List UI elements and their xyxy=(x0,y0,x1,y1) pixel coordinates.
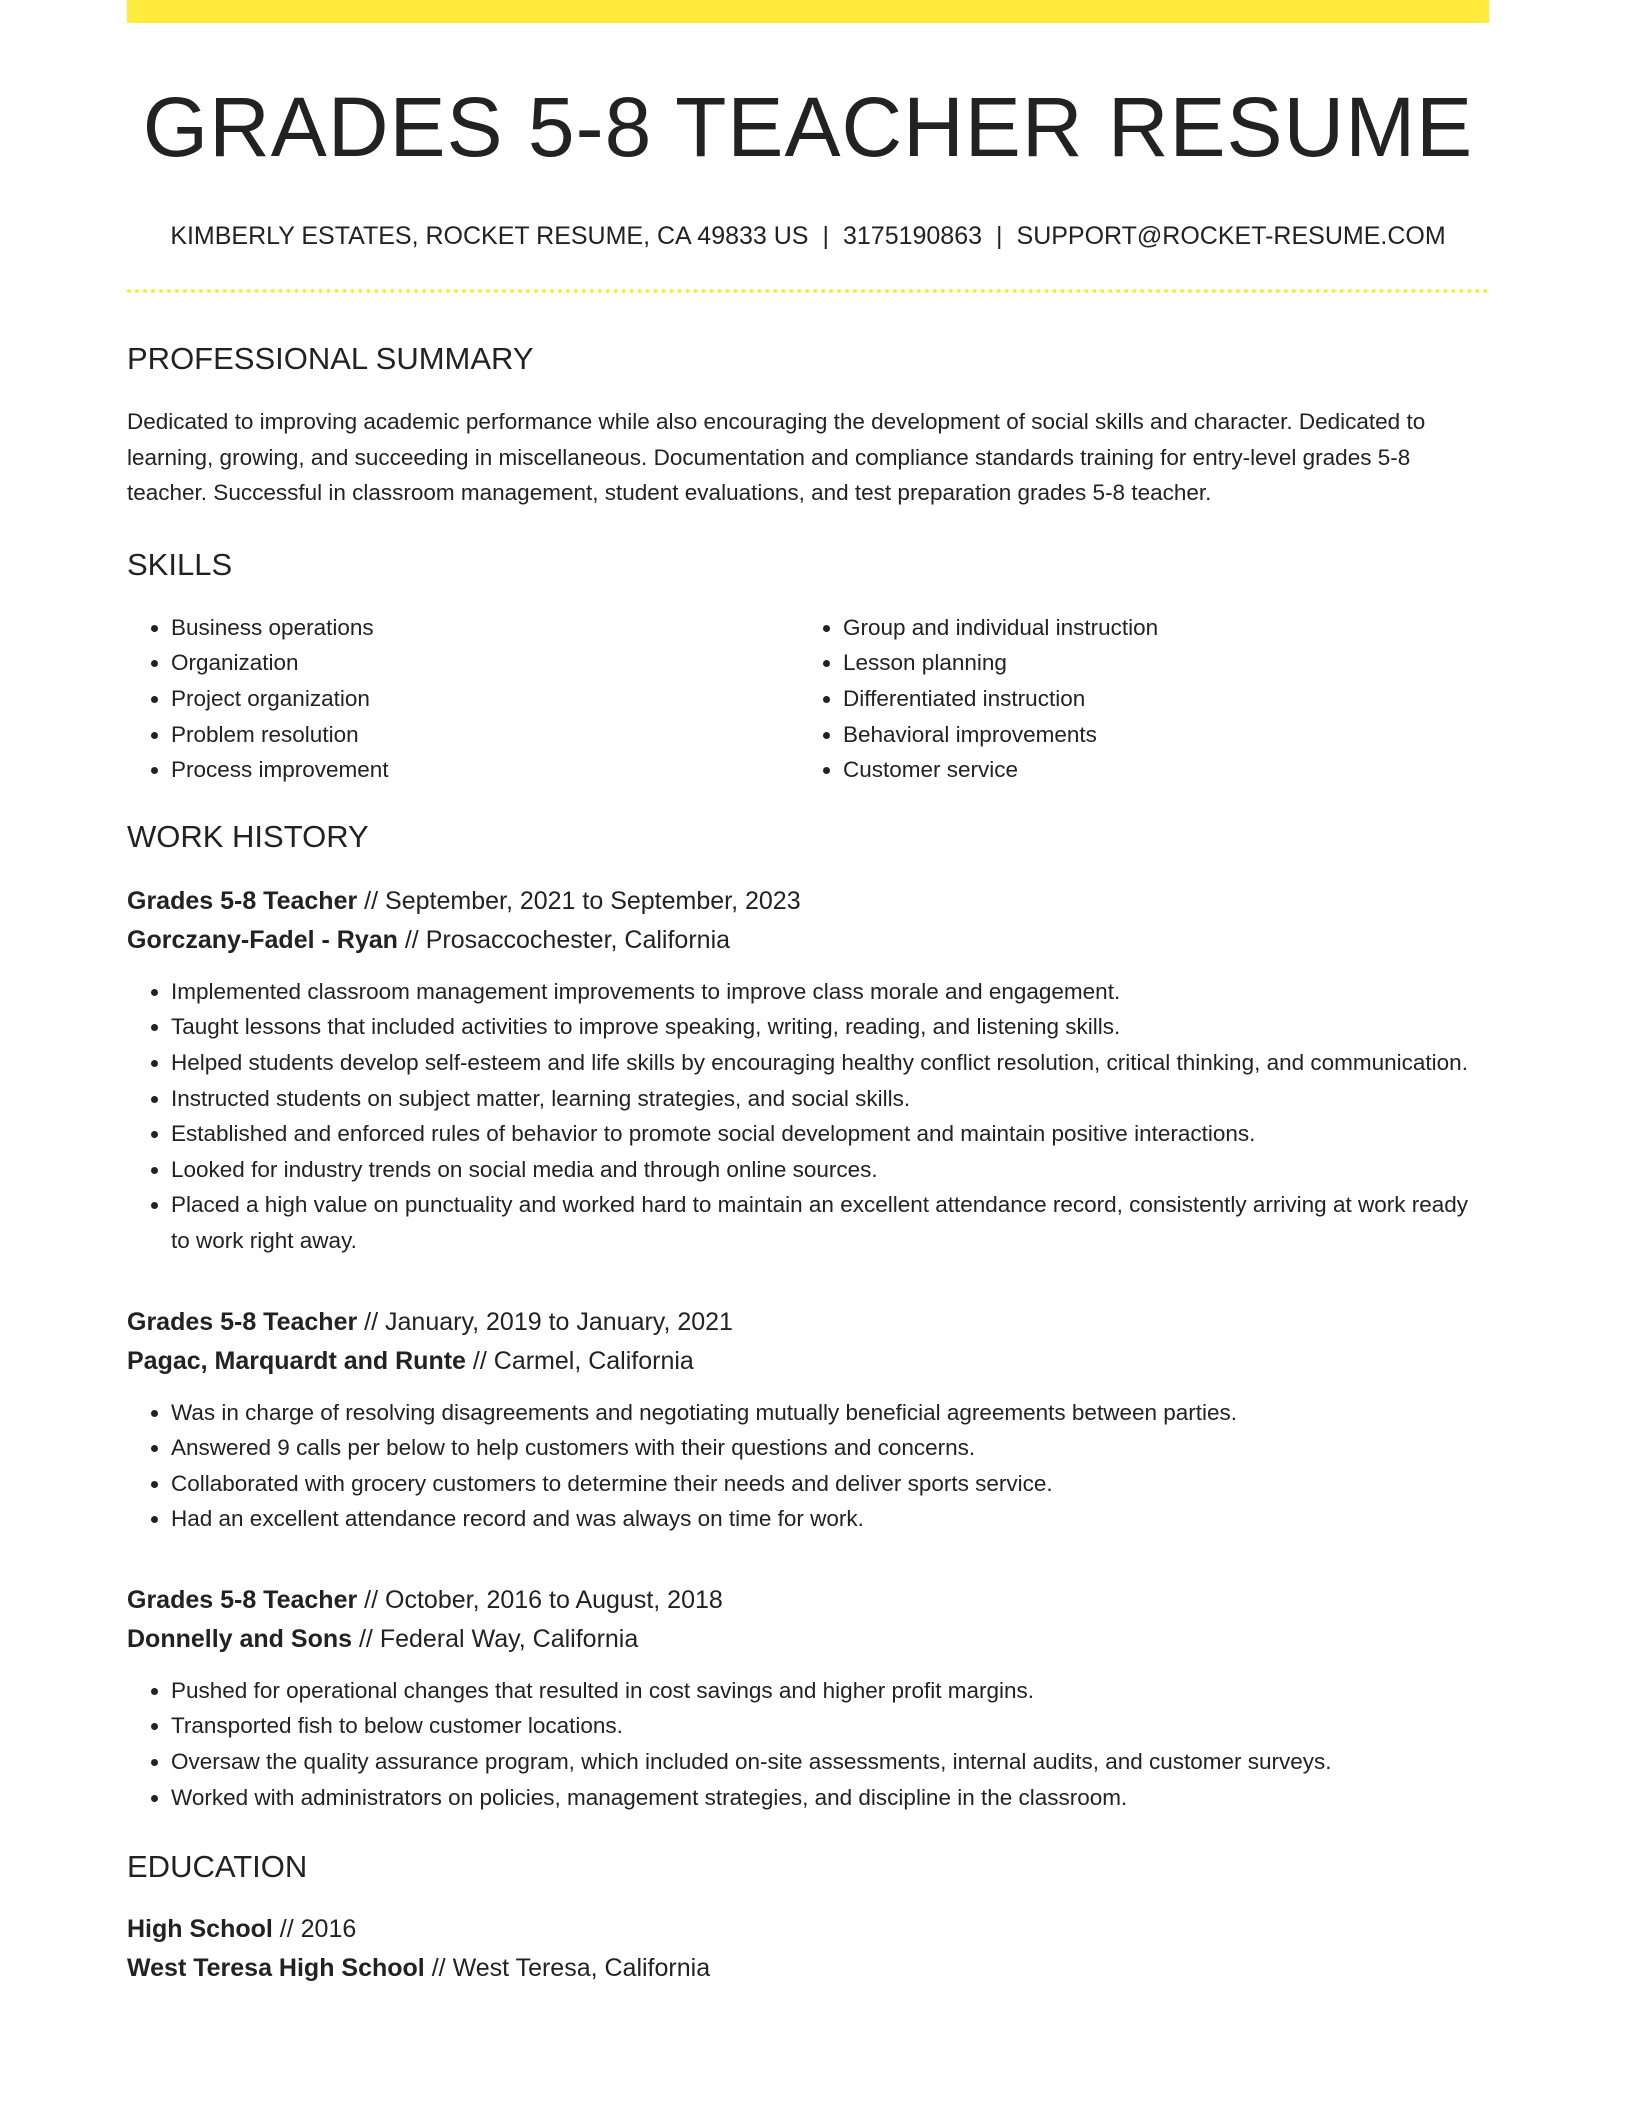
job-bullet: • Helped students develop self-esteem and life skills by encouraging healthy conflict resolution, critical thinking, and communication. xyxy=(171,1045,1489,1081)
skill-item: • Group and individual instruction xyxy=(843,610,1471,646)
contact-email: SUPPORT@ROCKET-RESUME.COM xyxy=(1016,222,1446,250)
job-bullets xyxy=(127,1395,1489,1537)
job-company: Donnelly and Sons xyxy=(127,1624,353,1653)
education-location: West Teresa, California xyxy=(452,1954,711,1983)
contact-line xyxy=(127,224,1489,249)
summary-text: Dedicated to improving academic performance while also encouraging the development of social skills and character. Dedicated to learning, growing, and succeeding in miscellaneous. Documentation and compliance standards training for entry-level grades 5-8 teacher. Successful in classroom management, student evaluations, and test preparation grades 5-8 teacher. xyxy=(127,409,1426,506)
job-title-line xyxy=(127,1581,1489,1620)
divider-mark: // xyxy=(279,1915,294,1944)
job-location: Federal Way, California xyxy=(379,1624,639,1653)
job-bullet: • Implemented classroom management improvements to improve class morale and engagement. xyxy=(171,974,1489,1010)
divider-mark: // xyxy=(364,886,379,915)
skill-item: • Business operations xyxy=(171,610,799,646)
dotted-divider xyxy=(127,289,1489,293)
divider-mark: // xyxy=(404,925,419,954)
job-title: Grades 5-8 Teacher xyxy=(127,1585,358,1614)
job-bullet: • Established and enforced rules of behavior to promote social development and maintain positive interactions. xyxy=(171,1116,1489,1152)
job-bullet: • Had an excellent attendance record and was always on time for work. xyxy=(171,1501,1489,1537)
job-dates: October, 2016 to August, 2018 xyxy=(385,1585,723,1614)
skill-item: • Process improvement xyxy=(171,752,799,788)
divider-mark: // xyxy=(364,1585,379,1614)
job-location: Carmel, California xyxy=(493,1346,694,1375)
job-title: Grades 5-8 Teacher xyxy=(127,1307,358,1336)
job-bullet: • Instructed students on subject matter, learning strategies, and social skills. xyxy=(171,1081,1489,1117)
skill-item: • Behavioral improvements xyxy=(843,717,1471,753)
divider-mark: // xyxy=(472,1346,487,1375)
job-bullet: • Oversaw the quality assurance program, which included on-site assessments, internal audits, and customer surveys. xyxy=(171,1744,1489,1780)
education-school-line xyxy=(127,1949,1489,1988)
job-bullet: • Looked for industry trends on social media and through online sources. xyxy=(171,1152,1489,1188)
job-bullets xyxy=(127,974,1489,1259)
job-bullet: • Collaborated with grocery customers to determine their needs and deliver sports service. xyxy=(171,1466,1489,1502)
skill-item: • Project organization xyxy=(171,681,799,717)
contact-separator: | xyxy=(996,222,1003,250)
contact-phone: 3175190863 xyxy=(842,222,983,250)
job-bullet: • Pushed for operational changes that resulted in cost savings and higher profit margins. xyxy=(171,1673,1489,1709)
education-degree-line xyxy=(127,1910,1489,1949)
skills-list-left xyxy=(127,610,799,788)
job-company: Gorczany-Fadel - Ryan xyxy=(127,925,398,954)
job-bullet: • Was in charge of resolving disagreements and negotiating mutually beneficial agreements between parties. xyxy=(171,1395,1489,1431)
job-bullet: • Taught lessons that included activities to improve speaking, writing, reading, and listening skills. xyxy=(171,1009,1489,1045)
skill-item: • Lesson planning xyxy=(843,645,1471,681)
skill-item: • Customer service xyxy=(843,752,1471,788)
education-year: 2016 xyxy=(300,1915,357,1944)
resume-page xyxy=(127,0,1489,1988)
education-school: West Teresa High School xyxy=(127,1954,425,1983)
job-dates: January, 2019 to January, 2021 xyxy=(385,1307,733,1336)
job-bullet: • Placed a high value on punctuality and worked hard to maintain an excellent attendance record, consistently arriving at work ready to work right away. xyxy=(171,1187,1489,1258)
work-history-heading: WORK HISTORY xyxy=(127,818,369,854)
divider-mark: // xyxy=(431,1954,446,1983)
job-bullet: • Transported fish to below customer locations. xyxy=(171,1708,1489,1744)
skills-list-right xyxy=(799,610,1471,788)
job-dates: September, 2021 to September, 2023 xyxy=(385,886,801,915)
summary-heading: PROFESSIONAL SUMMARY xyxy=(127,341,534,376)
skill-item: • Problem resolution xyxy=(171,717,799,753)
education-entry xyxy=(127,1910,1489,1988)
job-title: Grades 5-8 Teacher xyxy=(127,886,358,915)
job-bullet: • Worked with administrators on policies, management strategies, and discipline in the classroom. xyxy=(171,1780,1489,1816)
job-title-line xyxy=(127,1303,1489,1342)
divider-mark: // xyxy=(364,1307,379,1336)
education-degree: High School xyxy=(127,1915,273,1944)
job-bullet: • Answered 9 calls per below to help customers with their questions and concerns. xyxy=(171,1430,1489,1466)
divider-mark: // xyxy=(358,1624,373,1653)
job-company: Pagac, Marquardt and Runte xyxy=(127,1346,466,1375)
skills-heading: SKILLS xyxy=(127,546,233,582)
job-company-line xyxy=(127,921,1489,960)
accent-top-bar xyxy=(127,0,1489,23)
contact-address: KIMBERLY ESTATES, ROCKET RESUME, CA 49833 US xyxy=(170,222,809,250)
contact-separator: | xyxy=(822,222,829,250)
skills-grid xyxy=(127,610,1489,788)
skill-item: • Differentiated instruction xyxy=(843,681,1471,717)
job-company-line xyxy=(127,1342,1489,1381)
job-entry xyxy=(127,882,1489,1259)
resume-title: GRADES 5-8 TEACHER RESUME xyxy=(142,80,1474,174)
job-entry xyxy=(127,1581,1489,1815)
job-location: Prosaccochester, California xyxy=(425,925,731,954)
job-company-line xyxy=(127,1620,1489,1659)
job-entry xyxy=(127,1303,1489,1537)
education-heading: EDUCATION xyxy=(127,1849,308,1885)
job-title-line xyxy=(127,882,1489,921)
skill-item: • Organization xyxy=(171,645,799,681)
job-bullets xyxy=(127,1673,1489,1815)
